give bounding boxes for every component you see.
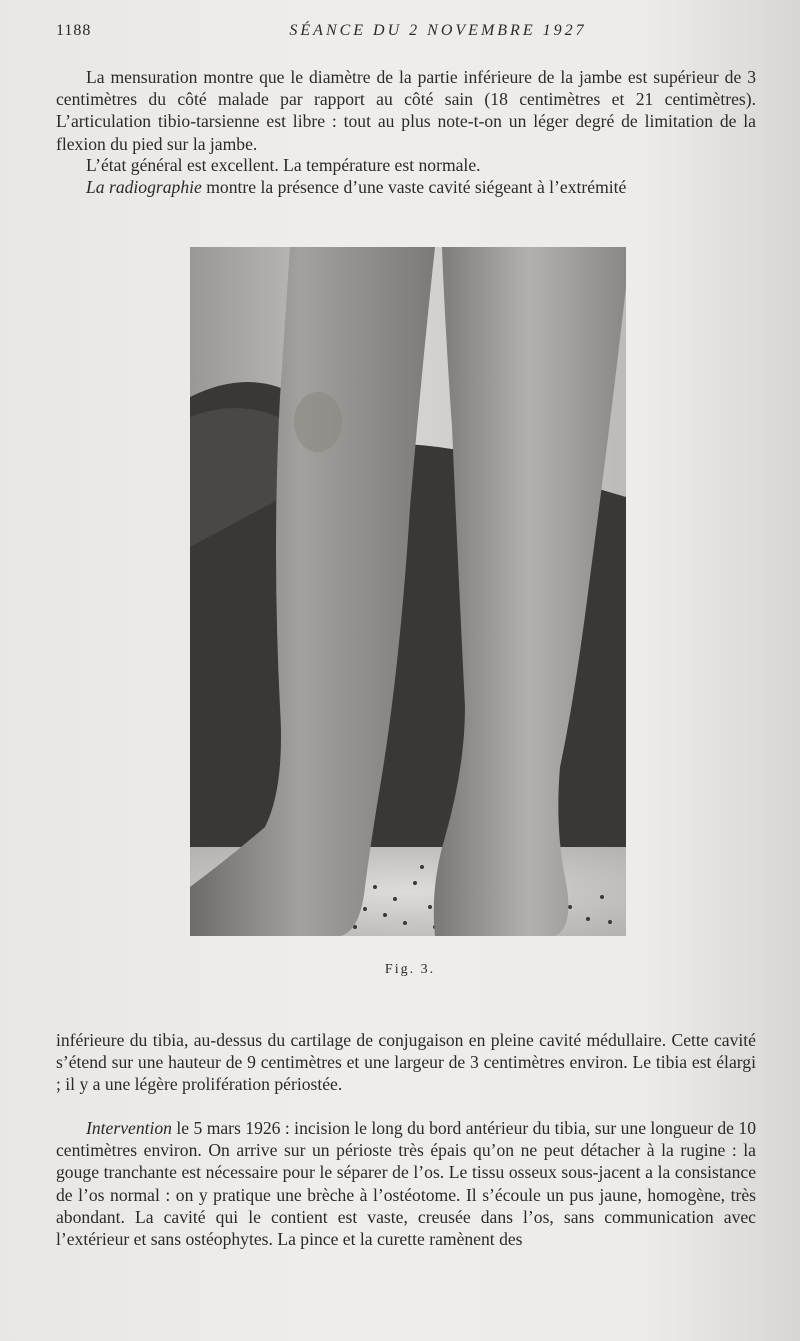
figure-caption: Fig. 3. — [384, 962, 436, 977]
intervention-text: le 5 mars 1926 : incision le long du bord antérieur du tibia, sur une longueur de 10 centimètres environ. On arrive sur un périoste très épais qu’on ne peut détacher à la rugine : la gouge tranchante est nécessaire pour le séparer de l’os. Le tissu osseux sous-jacent a la consistance de l’os normal : on y pratique une brèche à l’ostéotome. Il s’écoule un pus jaune, homogène, très abondant. La cavité qui le contient est vaste, creusée dans l’os, sans communication avec l’extérieur et sans ostéophytes. La pince et la curette ramènent des — [56, 1118, 756, 1250]
figure-photograph-legs — [190, 247, 626, 936]
page-number: 1188 — [56, 22, 92, 39]
paragraph-tibia: inférieure du tibia, au-dessus du cartilage de conjugaison en pleine cavité médullaire. Cette cavité s’étend sur une hauteur de 9 centimètres et une largeur de 3 centimètres environ. Le tibia est élargi ; il y a une légère prolifération périostée. — [56, 1030, 756, 1095]
italic-radiographie: La radiographie — [86, 177, 202, 197]
paragraph-intervention — [56, 1117, 756, 1250]
paragraph-mensuration: La mensuration montre que le diamètre de la partie inférieure de la jambe est supérieur de 3 centimètres du côté malade par rapport au côté sain (18 centimètres et 21 centimètres). L’articulation tibio-tarsienne est libre : tout au plus note-t-on un léger degré de limitation de la flexion du pied sur la jambe. — [56, 67, 756, 154]
paragraph-radiographie — [56, 176, 756, 198]
paragraph-etat-general: L’état général est excellent. La température est normale. — [86, 155, 481, 175]
radiographie-text: montre la présence d’une vaste cavité siégeant à l’extrémité — [201, 177, 627, 197]
page-header — [56, 18, 760, 44]
italic-intervention: Intervention — [86, 1118, 172, 1138]
legs-photo — [190, 247, 626, 936]
running-title: SÉANCE DU 2 NOVEMBRE 1927 — [289, 22, 587, 39]
